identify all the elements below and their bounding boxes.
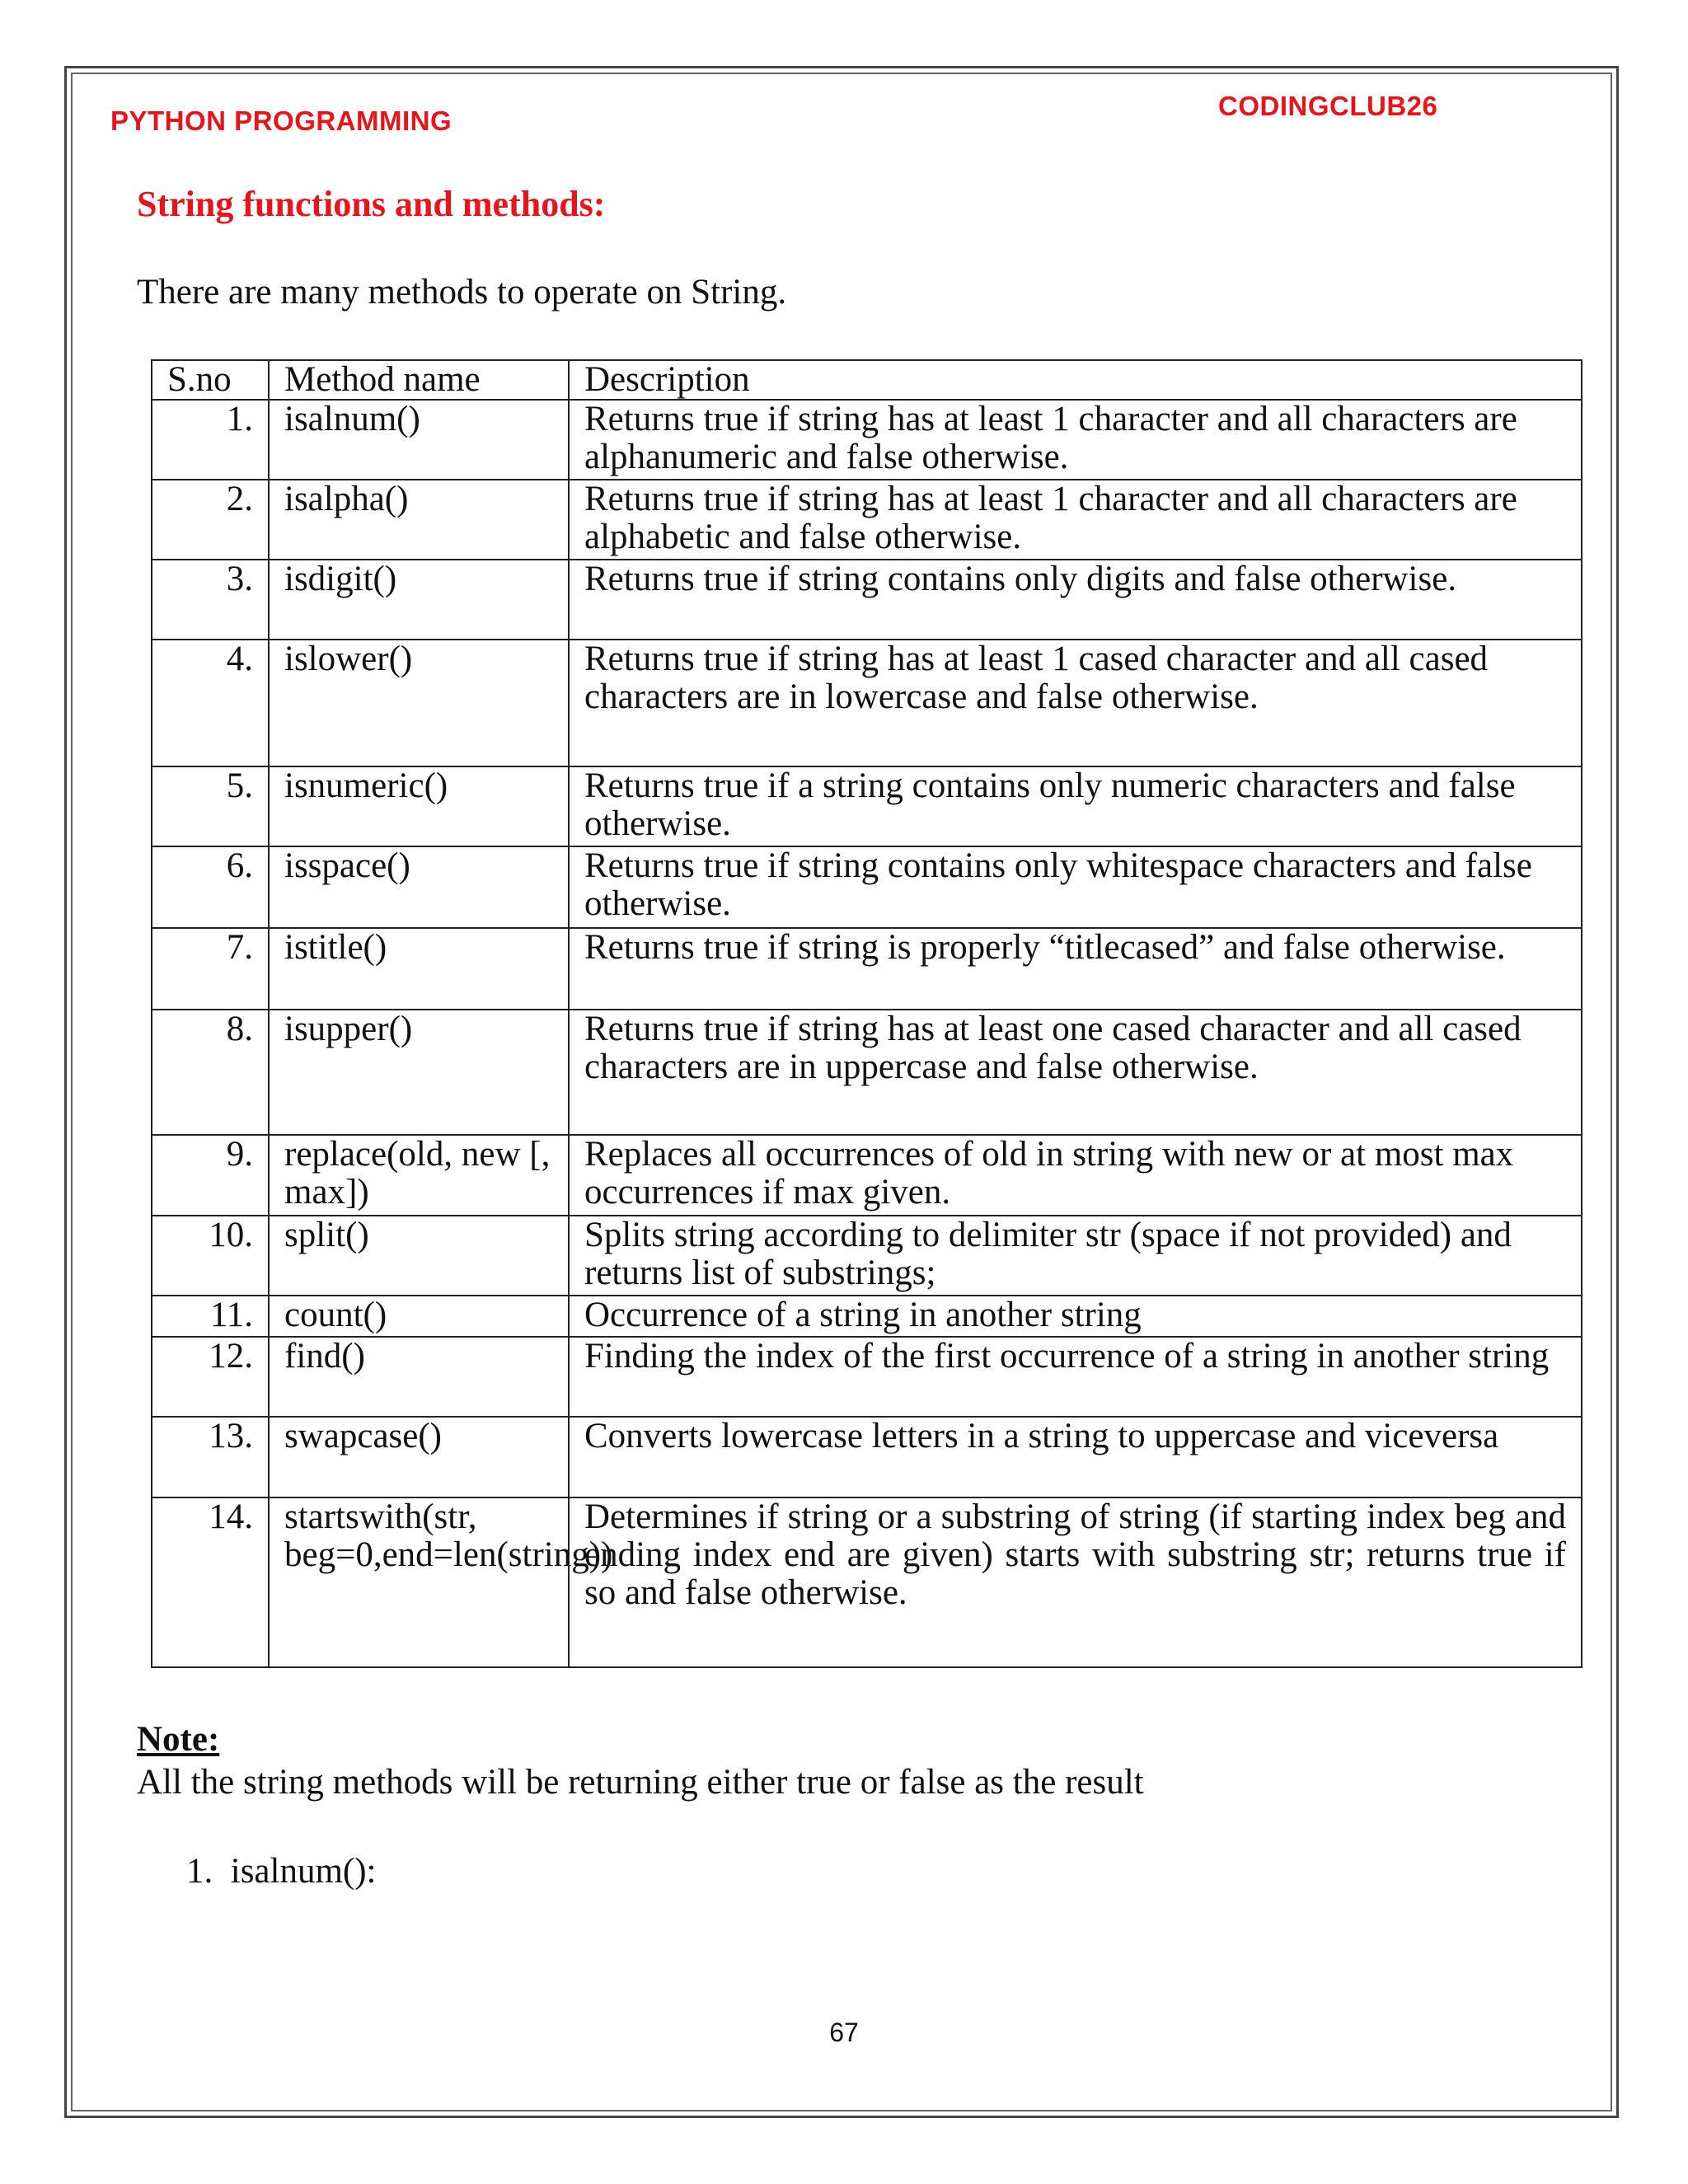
row-sno: 3.	[152, 560, 269, 640]
row-sno: 7.	[152, 928, 269, 1010]
table-row	[152, 1216, 1582, 1296]
table-row	[152, 1010, 1582, 1135]
string-methods-table	[151, 359, 1582, 1668]
row-sno: 10.	[152, 1216, 269, 1296]
table-row	[152, 846, 1582, 928]
row-sno: 5.	[152, 766, 269, 846]
row-description: Determines if string or a substring of string (if starting index beg and ending index end are given) starts with substring str; returns true if so and false otherwise.	[569, 1497, 1582, 1667]
row-method: isnumeric()	[269, 766, 569, 846]
row-method: replace(old, new [, max])	[269, 1135, 569, 1216]
row-sno: 8.	[152, 1010, 269, 1135]
note-heading: Note:	[137, 1720, 220, 1759]
row-description: Returns true if string has at least 1 character and all characters are alphabetic and false otherwise.	[569, 480, 1582, 560]
row-sno: 6.	[152, 846, 269, 928]
table-row	[152, 1337, 1582, 1417]
row-sno: 2.	[152, 480, 269, 560]
row-description: Finding the index of the first occurrence of a string in another string	[569, 1337, 1582, 1417]
table-row	[152, 480, 1582, 560]
row-description: Returns true if a string contains only numeric characters and false otherwise.	[569, 766, 1582, 846]
row-method: islower()	[269, 640, 569, 766]
header-course-title: PYTHON PROGRAMMING	[110, 105, 452, 136]
row-method: count()	[269, 1296, 569, 1337]
table-row	[152, 1296, 1582, 1337]
row-method: isdigit()	[269, 560, 569, 640]
row-method: find()	[269, 1337, 569, 1417]
row-description: Occurrence of a string in another string	[569, 1296, 1582, 1337]
row-sno: 13.	[152, 1417, 269, 1497]
table-row	[152, 560, 1582, 640]
row-method: isspace()	[269, 846, 569, 928]
row-description: Returns true if string contains only digits and false otherwise.	[569, 560, 1582, 640]
row-method: isalpha()	[269, 480, 569, 560]
row-method: isalnum()	[269, 400, 569, 480]
header-club-name: CODINGCLUB26	[1218, 91, 1438, 121]
row-sno: 11.	[152, 1296, 269, 1337]
row-method: isupper()	[269, 1010, 569, 1135]
row-description: Replaces all occurrences of old in string with new or at most max occurrences if max given.	[569, 1135, 1582, 1216]
column-header-description: Description	[569, 360, 1582, 400]
row-description: Returns true if string has at least 1 cased character and all cased characters are in lowercase and false otherwise.	[569, 640, 1582, 766]
row-description: Returns true if string has at least one cased character and all cased characters are in uppercase and false otherwise.	[569, 1010, 1582, 1135]
column-header-method: Method name	[269, 360, 569, 400]
table-row	[152, 400, 1582, 480]
row-sno: 4.	[152, 640, 269, 766]
table-row	[152, 640, 1582, 766]
row-description: Converts lowercase letters in a string to uppercase and viceversa	[569, 1417, 1582, 1497]
row-sno: 14.	[152, 1497, 269, 1667]
row-sno: 9.	[152, 1135, 269, 1216]
intro-paragraph: There are many methods to operate on String.	[137, 273, 787, 312]
note-text: All the string methods will be returning either true or false as the result	[137, 1763, 1144, 1802]
table-row	[152, 1417, 1582, 1497]
row-method: startswith(str, beg=0,end=len(string))	[269, 1497, 569, 1667]
row-method: istitle()	[269, 928, 569, 1010]
row-description: Returns true if string has at least 1 character and all characters are alphanumeric and false otherwise.	[569, 400, 1582, 480]
row-description: Splits string according to delimiter str (space if not provided) and returns list of substrings;	[569, 1216, 1582, 1296]
row-description: Returns true if string contains only whitespace characters and false otherwise.	[569, 846, 1582, 928]
table-header-row	[152, 360, 1582, 400]
table-row	[152, 1497, 1582, 1667]
table-row	[152, 1135, 1582, 1216]
row-sno: 12.	[152, 1337, 269, 1417]
column-header-sno: S.no	[152, 360, 269, 400]
list-item: 1. isalnum():	[186, 1852, 377, 1891]
section-title: String functions and methods:	[137, 184, 606, 224]
table-row	[152, 928, 1582, 1010]
row-sno: 1.	[152, 400, 269, 480]
page-number: 67	[829, 2018, 859, 2047]
row-description: Returns true if string is properly “titlecased” and false otherwise.	[569, 928, 1582, 1010]
row-method: split()	[269, 1216, 569, 1296]
row-method: swapcase()	[269, 1417, 569, 1497]
table-row	[152, 766, 1582, 846]
